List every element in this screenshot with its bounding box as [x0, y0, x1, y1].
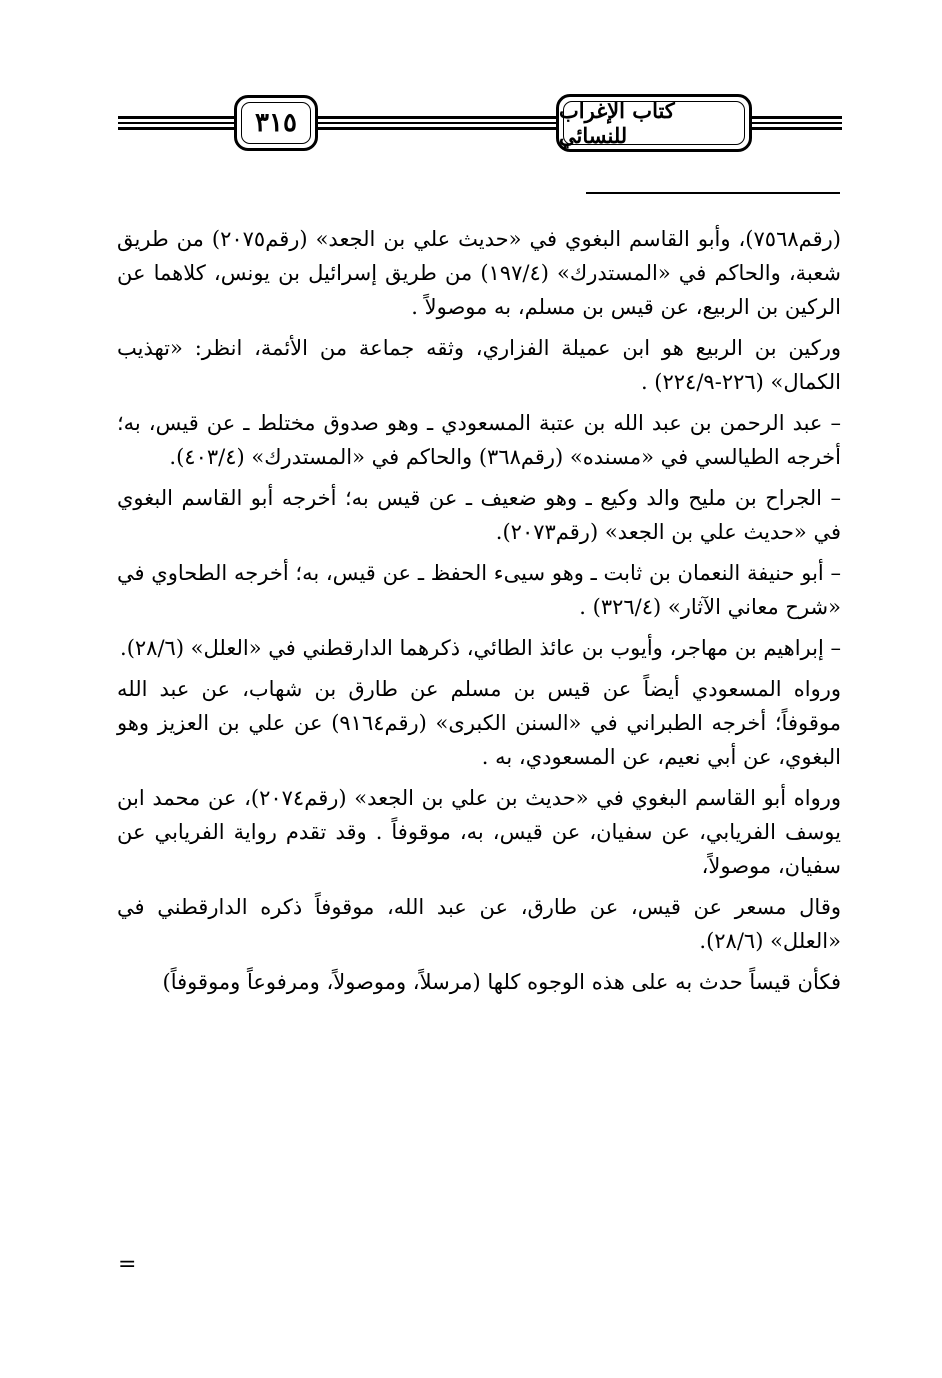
paragraph: – عبد الرحمن بن عبد الله بن عتبة المسعودي ـ وهو صدوق مختلط ـ عن قيس، به؛ أخرجه الطيالسي في «مسنده» (رقم٣٦٨) والحاكم في «المستدرك» (٤٠٣/٤). [117, 411, 841, 469]
paragraph: فكأن قيساً حدث به على هذه الوجوه كلها (مرسلاً، وموصولاً، ومرفوعاً وموقوفاً) [162, 970, 841, 994]
paragraph: – أبو حنيفة النعمان بن ثابت ـ وهو سيىء الحفظ ـ عن قيس، به؛ أخرجه الطحاوي في «شرح معاني الآثار» (٣٢٦/٤) . [117, 561, 841, 619]
page-number: ٣١٥ [255, 108, 297, 138]
book-title: كتاب الإغراب للنسائي [559, 98, 675, 148]
paragraph: وقال مسعر عن قيس، عن طارق، عن عبد الله، موقوفاً ذكره الدارقطني في «العلل» (٢٨/٦). [117, 895, 841, 953]
paragraph: – الجراح بن مليح والد وكيع ـ وهو ضعيف ـ عن قيس به؛ أخرجه أبو القاسم البغوي في «حديث علي بن الجعد» (رقم٢٠٧٣). [117, 486, 841, 544]
page-number-box [234, 95, 318, 151]
paragraph: وركين بن الربيع هو ابن عميلة الفزاري، وثقه جماعة من الأئمة، انظر: «تهذيب الكمال» (٢٢٦-٢٢٤/٩) . [117, 336, 841, 394]
footnote-separator [586, 192, 840, 194]
paragraph: – إبراهيم بن مهاجر، وأيوب بن عائذ الطائي، ذكرهما الدارقطني في «العلل» (٢٨/٦). [120, 636, 841, 660]
footnote-text [117, 222, 841, 1006]
running-header-title [556, 94, 752, 152]
paragraph: (رقم٧٥٦٨)، وأبو القاسم البغوي في «حديث علي بن الجعد» (رقم٢٠٧٥) من طريق شعبة، والحاكم في «المستدرك» (١٩٧/٤) من طريق إسرائيل بن يونس، كلاهما عن الركين بن الربيع، عن قيس بن مسلم، به موصولاً . [117, 227, 842, 319]
paragraph: ورواه المسعودي أيضاً عن قيس بن مسلم عن طارق بن شهاب، عن عبد الله موقوفاً؛ أخرجه الطبراني في «السنن الكبرى» (رقم٩١٦٤) عن علي بن العزيز وهو البغوي، عن أبي نعيم، عن المسعودي، به . [117, 677, 841, 769]
paragraph: ورواه أبو القاسم البغوي في «حديث بن علي بن الجعد» (رقم٢٠٧٤)، عن محمد ابن يوسف الفريابي، عن سفيان، عن قيس، به، موقوفاً . وقد تقدم رواية الفريابي عن سفيان، موصولاً، [117, 786, 842, 878]
header-rule-right [750, 116, 842, 130]
header-rule-left [118, 116, 236, 130]
header-rule-middle [316, 116, 558, 130]
continuation-mark: = [118, 1252, 137, 1277]
